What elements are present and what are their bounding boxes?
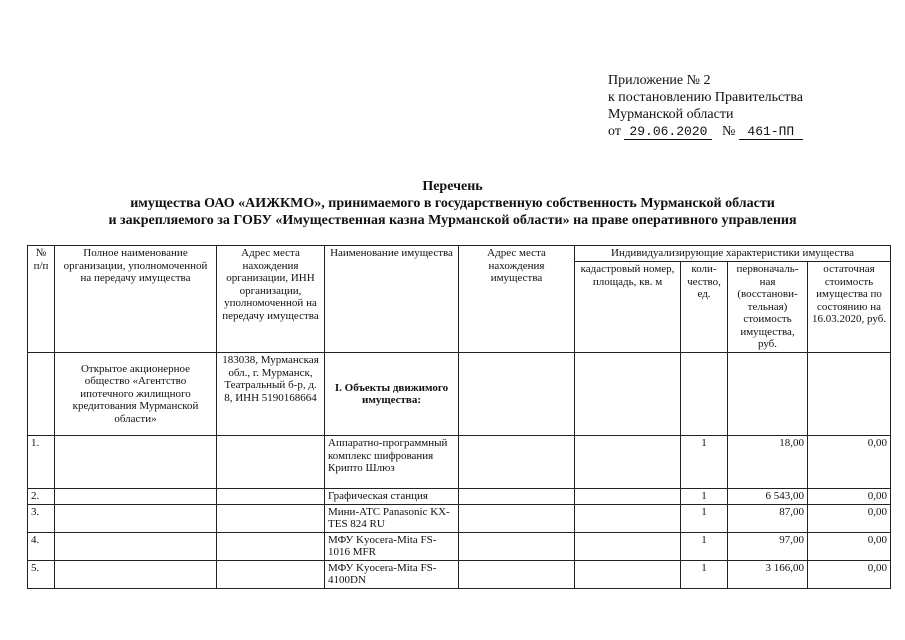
item-initial-cost: 87,00 [728,504,808,532]
row-num: 5. [28,560,55,588]
table-row [28,504,891,532]
item-initial-cost: 97,00 [728,532,808,560]
header-org-address: Адрес места нахождения организации, ИНН организации, уполномоченной на передачу имущества [217,246,325,353]
resolution-number: 461-ПП [739,125,803,140]
item-name: МФУ Kyocera-Mita FS-1016 MFR [325,532,459,560]
row-num: 4. [28,532,55,560]
resolution-date: 29.06.2020 [624,125,712,140]
table-row [28,560,891,588]
header-cadastral: кадастровый номер, площадь, кв. м [575,262,681,353]
item-name: Аппаратно-программный комплекс шифрования Крипто Шлюз [325,436,459,489]
item-residual-cost: 0,00 [808,560,891,588]
item-residual-cost: 0,00 [808,436,891,489]
number-label: № [721,124,736,139]
table-row [28,489,891,505]
item-initial-cost: 3 166,00 [728,560,808,588]
appendix-resolution: к постановлению Правительства [608,90,804,105]
appendix-block [608,72,803,140]
header-item-address: Адрес места нахождения имущества [459,246,575,353]
org-address: 183038, Мурманская обл., г. Мурманск, Театральный б-р, д. 8, ИНН 5190168664 [217,353,325,436]
appendix-title: Приложение № 2 [608,73,711,88]
title-line-1: Перечень [422,179,483,194]
item-qty: 1 [681,560,728,588]
header-org-name: Полное наименование организации, уполномоченной на передачу имущества [55,246,217,353]
row-num: 1. [28,436,55,489]
row-num: 2. [28,489,55,505]
item-initial-cost: 18,00 [728,436,808,489]
item-name: Мини-АТС Panasonic KX-TES 824 RU [325,504,459,532]
item-qty: 1 [681,489,728,505]
appendix-region: Мурманской области [608,107,734,122]
table-row [28,436,891,489]
item-residual-cost: 0,00 [808,504,891,532]
header-characteristics: Индивидуализирующие характеристики имущества [575,246,891,262]
item-name: МФУ Kyocera-Mita FS-4100DN [325,560,459,588]
table-row [28,532,891,560]
org-name: Открытое акционерное общество «Агентство ипотечного жилищного кредитования Мурманской области» [55,353,217,436]
item-initial-cost: 6 543,00 [728,489,808,505]
header-num: № п/п [28,246,55,353]
item-residual-cost: 0,00 [808,489,891,505]
document-title [0,178,905,229]
item-qty: 1 [681,436,728,489]
item-name: Графическая станция [325,489,459,505]
org-row [28,353,891,436]
from-label: от [608,124,621,139]
header-row-1 [28,246,891,262]
title-line-3: и закрепляемого за ГОБУ «Имущественная казна Мурманской области» на праве оперативного управления [108,213,797,228]
header-initial-cost: первоначаль-ная (восстанови-тельная) стоимость имущества, руб. [728,262,808,353]
header-residual-cost: остаточная стоимость имущества по состоянию на 16.03.2020, руб. [808,262,891,353]
appendix-date-line [608,123,803,140]
item-qty: 1 [681,504,728,532]
item-residual-cost: 0,00 [808,532,891,560]
section-heading: I. Объекты движимого имущества: [325,353,459,436]
header-item-name: Наименование имущества [325,246,459,353]
item-qty: 1 [681,532,728,560]
row-num: 3. [28,504,55,532]
header-quantity: коли-чество, ед. [681,262,728,353]
title-line-2: имущества ОАО «АИЖКМО», принимаемого в государственную собственность Мурманской области [130,196,775,211]
property-table [27,245,891,589]
